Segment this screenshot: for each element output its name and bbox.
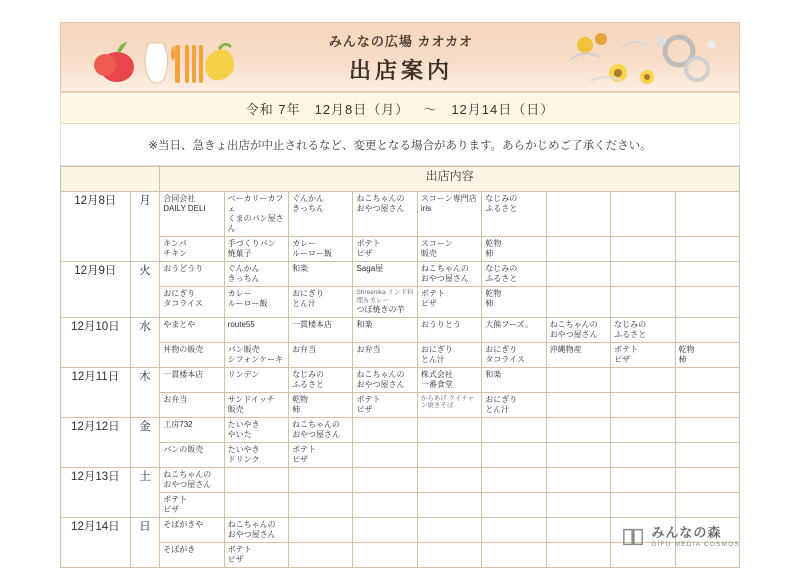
- booth-cell: [160, 492, 224, 517]
- table-row: [61, 287, 740, 318]
- date-range-band: [60, 92, 740, 124]
- booth-cell: [417, 442, 481, 467]
- booth-cell: [353, 392, 417, 417]
- footer-logo-en: GIFU MEDIA COSMOS: [651, 540, 740, 548]
- booth-text: おやつ屋さん: [292, 429, 341, 439]
- booth-cell: [417, 342, 481, 367]
- booth-text: やまとや: [163, 319, 196, 329]
- booth-text: ぐんかん: [227, 264, 260, 273]
- booth-text: チキン: [163, 249, 188, 258]
- booth-text: キンパ: [163, 239, 187, 248]
- booth-cell: [417, 287, 481, 318]
- booth-cell: [675, 442, 740, 467]
- booth-text: ふるさと: [485, 204, 518, 213]
- booth-cell: [289, 192, 353, 237]
- booth-cell: [417, 237, 481, 262]
- booth-cell: [611, 342, 675, 367]
- booth-cell: [611, 237, 675, 262]
- header-spacer-date: [61, 167, 131, 192]
- booth-text: 合同会社: [163, 194, 196, 203]
- date-range-start: 令和 7年 12月8日（月）: [245, 101, 410, 117]
- booth-cell: [611, 442, 675, 467]
- booth-text: おにぎり: [485, 344, 518, 354]
- booth-cell: [546, 262, 610, 287]
- booth-text: 乾物: [485, 239, 502, 248]
- table-row: [61, 367, 740, 392]
- booth-text: 株式会社: [420, 369, 453, 379]
- booth-cell: [546, 367, 610, 392]
- booth-cell: [611, 417, 675, 442]
- booth-cell: [160, 317, 224, 342]
- booth-text: 一番食堂: [420, 379, 453, 389]
- row-date: 12月14日: [61, 517, 131, 567]
- booth-text: シフォンケーキ: [227, 354, 284, 364]
- booth-text: ポテト: [163, 494, 188, 504]
- row-date: 12月12日: [61, 417, 131, 467]
- booth-cell: [675, 262, 740, 287]
- booth-cell: [353, 192, 417, 237]
- booth-cell: [675, 467, 740, 492]
- date-range-end: 12月14日（日）: [451, 101, 555, 117]
- booth-text: 乾物: [292, 394, 309, 404]
- booth-text: ふるさと: [614, 329, 647, 339]
- booth-text: ポテト: [292, 444, 317, 454]
- flowers-and-wreath-icon: [561, 29, 721, 89]
- booth-text: そばがきや: [163, 519, 204, 529]
- booth-text: おにぎり: [292, 289, 325, 298]
- booth-text: 乾物: [678, 344, 695, 354]
- booth-text: なじみの: [485, 264, 518, 273]
- booth-text: おやつ屋さん: [163, 479, 212, 489]
- booth-cell: [675, 237, 740, 262]
- booth-cell: [224, 517, 288, 542]
- row-day-of-week: 土: [130, 467, 160, 517]
- booth-text: 手づくりパン: [227, 239, 276, 248]
- booth-cell: [353, 317, 417, 342]
- booth-cell: [546, 342, 610, 367]
- booth-cell: [546, 517, 610, 542]
- booth-cell: [482, 237, 546, 262]
- booth-cell: [353, 287, 417, 318]
- booth-cell: [546, 417, 610, 442]
- booth-text: ピザ: [356, 404, 373, 414]
- booth-cell: [160, 417, 224, 442]
- booth-cell: [224, 287, 288, 318]
- booth-cell: [482, 262, 546, 287]
- booth-text: ベーカリーカフェ: [227, 194, 284, 213]
- booth-text: 一貫楼本店: [292, 319, 333, 329]
- booth-cell: [224, 442, 288, 467]
- booth-cell: [224, 342, 288, 367]
- booth-text: 乾物: [485, 289, 502, 298]
- booth-text: きっちん: [292, 204, 325, 213]
- booth-cell: [224, 192, 288, 237]
- booth-cell: [482, 467, 546, 492]
- booth-cell: [289, 517, 353, 542]
- booth-cell: [289, 237, 353, 262]
- booth-cell: [482, 417, 546, 442]
- table-row: [61, 467, 740, 492]
- booth-cell: [289, 417, 353, 442]
- row-day-of-week: 木: [130, 367, 160, 417]
- booth-cell: [160, 287, 224, 318]
- booth-cell: [482, 367, 546, 392]
- booth-text: とん汁: [292, 299, 317, 308]
- booth-cell: [611, 192, 675, 237]
- booth-text: リンデン: [227, 369, 260, 379]
- booth-text: ドリンク: [227, 454, 260, 464]
- booth-text: DAILY DELI: [163, 204, 206, 213]
- booth-cell: [289, 367, 353, 392]
- booth-text: ピザ: [292, 454, 309, 464]
- booth-cell: [546, 192, 610, 237]
- booth-text: iris: [420, 204, 432, 213]
- booth-text: やいた: [227, 429, 252, 439]
- booth-text: とん汁: [420, 354, 445, 364]
- booth-text: くまのパン屋さん: [227, 214, 284, 233]
- booth-cell: [482, 517, 546, 542]
- booth-cell: [224, 237, 288, 262]
- booth-text: ねこちゃんの: [163, 469, 212, 479]
- booth-cell: [417, 262, 481, 287]
- booth-text: たいやき: [227, 419, 260, 429]
- booth-cell: [353, 542, 417, 567]
- table-row: [61, 392, 740, 417]
- booth-text: 工房732: [163, 419, 193, 429]
- booth-text: ルーロー飯: [227, 299, 268, 308]
- booth-text: ピザ: [614, 354, 631, 364]
- booth-cell: [482, 192, 546, 237]
- row-day-of-week: 日: [130, 517, 160, 567]
- booth-cell: [160, 442, 224, 467]
- booth-text: お弁当: [292, 344, 317, 354]
- table-row: [61, 192, 740, 237]
- booth-cell: [224, 392, 288, 417]
- row-day-of-week: 水: [130, 317, 160, 367]
- booth-cell: [482, 442, 546, 467]
- booth-cell: [482, 392, 546, 417]
- booth-cell: [224, 317, 288, 342]
- open-book-icon: [622, 526, 644, 548]
- booth-text: ポテト: [614, 344, 639, 354]
- table-row: [61, 492, 740, 517]
- booth-cell: [224, 262, 288, 287]
- booth-text: ピザ: [356, 249, 373, 258]
- booth-text: ピザ: [163, 504, 180, 514]
- booth-cell: [353, 237, 417, 262]
- booth-text: お弁当: [356, 344, 381, 354]
- booth-cell: [546, 467, 610, 492]
- booth-cell: [353, 442, 417, 467]
- booth-text: パン販売: [227, 344, 260, 354]
- booth-cell: [353, 342, 417, 367]
- booth-cell: [353, 367, 417, 392]
- booth-cell: [546, 287, 610, 318]
- booth-cell: [482, 492, 546, 517]
- booth-cell: [546, 542, 610, 567]
- booth-text: タコライス: [163, 299, 203, 308]
- booth-text: ポテト: [356, 394, 381, 404]
- booth-cell: [289, 442, 353, 467]
- booth-cell: [289, 542, 353, 567]
- booth-cell: [160, 392, 224, 417]
- booth-text: 柿: [678, 354, 687, 364]
- booth-text: ピザ: [420, 299, 437, 308]
- booth-cell: [160, 237, 224, 262]
- booth-cell: [160, 517, 224, 542]
- booth-cell: [224, 467, 288, 492]
- table-row: [61, 342, 740, 367]
- row-date: 12月8日: [61, 192, 131, 262]
- table-row: [61, 442, 740, 467]
- booth-text: おやつ屋さん: [356, 204, 405, 213]
- booth-text: 焼菓子: [227, 249, 252, 258]
- booth-text: たいやき: [227, 444, 260, 454]
- notice-text: ※当日、急きょ出店が中止されるなど、変更となる場合があります。あらかじめご了承ください。: [60, 124, 740, 166]
- booth-cell: [353, 262, 417, 287]
- booth-cell: [611, 262, 675, 287]
- booth-cell: [611, 467, 675, 492]
- booth-text: ポテト: [356, 239, 381, 248]
- booth-text: タコライス: [485, 354, 525, 364]
- booth-text: つぼ焼きの芋: [356, 304, 405, 314]
- schedule-table-wrapper: [60, 166, 740, 568]
- booth-text: 沖縄物産: [549, 344, 582, 354]
- booth-text: おうりとう: [420, 319, 461, 329]
- booth-cell: [417, 367, 481, 392]
- booth-cell: [611, 287, 675, 318]
- booth-text: なじみの: [485, 194, 518, 203]
- date-range-separator: ～: [423, 101, 438, 117]
- booth-text: きっちん: [227, 274, 260, 283]
- booth-cell: [675, 417, 740, 442]
- booth-cell: [417, 542, 481, 567]
- booth-cell: [353, 517, 417, 542]
- booth-cell: [417, 392, 481, 417]
- header-spacer-dow: [130, 167, 160, 192]
- table-row: [61, 417, 740, 442]
- booth-cell: [675, 287, 740, 318]
- booth-cell: [546, 442, 610, 467]
- booth-text: とん汁: [485, 404, 510, 414]
- booth-text: 大熊フーズ。: [485, 319, 533, 329]
- booth-cell: [611, 317, 675, 342]
- booth-text: スコーン: [420, 239, 453, 248]
- booth-text: おやつ屋さん: [549, 329, 598, 339]
- booth-cell: [675, 392, 740, 417]
- booth-text: カレー: [227, 289, 252, 298]
- booth-cell: [675, 192, 740, 237]
- booth-text: おにぎり: [485, 394, 518, 404]
- booth-cell: [224, 542, 288, 567]
- row-day-of-week: 火: [130, 262, 160, 318]
- booth-cell: [546, 392, 610, 417]
- booth-text: おやつ屋さん: [356, 379, 405, 389]
- booth-cell: [675, 317, 740, 342]
- booth-cell: [289, 467, 353, 492]
- booth-text: 柿: [485, 299, 494, 308]
- table-row: [61, 237, 740, 262]
- booth-cell: [353, 417, 417, 442]
- booth-cell: [675, 492, 740, 517]
- booth-cell: [546, 492, 610, 517]
- booth-cell: [482, 542, 546, 567]
- row-day-of-week: 金: [130, 417, 160, 467]
- booth-text: ピザ: [227, 554, 244, 564]
- booth-text: おやつ屋さん: [420, 274, 469, 283]
- booth-cell: [675, 367, 740, 392]
- booth-text: ポテト: [420, 289, 445, 298]
- booth-cell: [160, 467, 224, 492]
- booth-cell: [417, 492, 481, 517]
- booth-text: 和楽: [356, 319, 373, 329]
- table-row: [61, 317, 740, 342]
- row-day-of-week: 月: [130, 192, 160, 262]
- booth-text: サンドイッチ: [227, 394, 275, 404]
- booth-text: ねこちゃんの: [420, 264, 469, 273]
- booth-cell: [224, 417, 288, 442]
- booth-text: おにぎり: [163, 289, 196, 298]
- booth-text: 和楽: [292, 264, 309, 273]
- booth-text: おうどうり: [163, 264, 204, 273]
- booth-text: 柿: [292, 404, 301, 414]
- booth-text: ポテト: [227, 544, 252, 554]
- table-header-row: [61, 167, 740, 192]
- booth-cell: [482, 287, 546, 318]
- booth-text: ねこちゃんの: [227, 519, 276, 529]
- row-date: 12月9日: [61, 262, 131, 318]
- booth-cell: [353, 467, 417, 492]
- booth-note: からあげ クイチャン焼きそば: [420, 394, 475, 410]
- booth-cell: [611, 492, 675, 517]
- booth-text: カレー: [292, 239, 317, 248]
- header-banner: [60, 22, 740, 92]
- booth-text: おにぎり: [420, 344, 453, 354]
- booth-text: なじみの: [614, 319, 647, 329]
- schedule-table-body: [61, 192, 740, 568]
- booth-cell: [289, 392, 353, 417]
- booth-cell: [417, 417, 481, 442]
- booth-cell: [611, 392, 675, 417]
- row-date: 12月10日: [61, 317, 131, 367]
- row-date: 12月11日: [61, 367, 131, 417]
- booth-cell: [289, 262, 353, 287]
- booth-cell: [417, 317, 481, 342]
- booth-cell: [546, 237, 610, 262]
- booth-text: スコーン専門店: [420, 194, 477, 203]
- booth-text: 柿: [485, 249, 494, 258]
- booth-cell: [160, 367, 224, 392]
- booth-text: ぐんかん: [292, 194, 325, 203]
- booth-cell: [289, 287, 353, 318]
- footer-logo-jp: みんなの森: [651, 525, 722, 541]
- booth-text: パンの販売: [163, 444, 204, 454]
- table-row: [61, 262, 740, 287]
- booth-text: ルーロー飯: [292, 249, 333, 258]
- booth-cell: [482, 342, 546, 367]
- booth-cell: [160, 542, 224, 567]
- booth-cell: [482, 317, 546, 342]
- booth-text: お弁当: [163, 394, 188, 404]
- header-subtitle: みんなの広場 カオカオ: [328, 34, 474, 49]
- schedule-table: [60, 166, 740, 568]
- booth-text: 丼物の販売: [163, 344, 204, 354]
- booth-cell: [417, 517, 481, 542]
- footer-logo: [622, 526, 740, 548]
- booth-cell: [546, 317, 610, 342]
- booth-cell: [675, 342, 740, 367]
- booth-cell: [224, 367, 288, 392]
- booth-cell: [160, 342, 224, 367]
- page-title: 出店案内: [348, 58, 453, 83]
- booth-cell: [417, 467, 481, 492]
- header-content-label: 出店内容: [160, 167, 740, 192]
- booth-text: route55: [227, 319, 255, 329]
- booth-note: Shreenika インド料理＆カレー: [356, 289, 414, 304]
- booth-cell: [417, 192, 481, 237]
- booth-text: そばがき: [163, 544, 196, 554]
- row-date: 12月13日: [61, 467, 131, 517]
- booth-cell: [289, 317, 353, 342]
- booth-cell: [160, 262, 224, 287]
- booth-text: ふるさと: [292, 379, 325, 389]
- booth-text: 販売: [227, 404, 244, 414]
- booth-text: ねこちゃんの: [549, 319, 598, 329]
- booth-text: ふるさと: [485, 274, 518, 283]
- booth-cell: [289, 342, 353, 367]
- booth-cell: [224, 492, 288, 517]
- booth-cell: [289, 492, 353, 517]
- booth-cell: [611, 367, 675, 392]
- booth-text: ねこちゃんの: [356, 369, 405, 379]
- booth-cell: [160, 192, 224, 237]
- booth-text: Saga屋: [356, 264, 384, 273]
- booth-text: 和楽: [485, 369, 502, 379]
- booth-text: おやつ屋さん: [227, 529, 276, 539]
- booth-text: ねこちゃんの: [356, 194, 405, 203]
- booth-text: 一貫楼本店: [163, 369, 204, 379]
- booth-cell: [353, 492, 417, 517]
- booth-text: 販売: [420, 249, 437, 258]
- booth-text: なじみの: [292, 369, 325, 379]
- booth-text: ねこちゃんの: [292, 419, 341, 429]
